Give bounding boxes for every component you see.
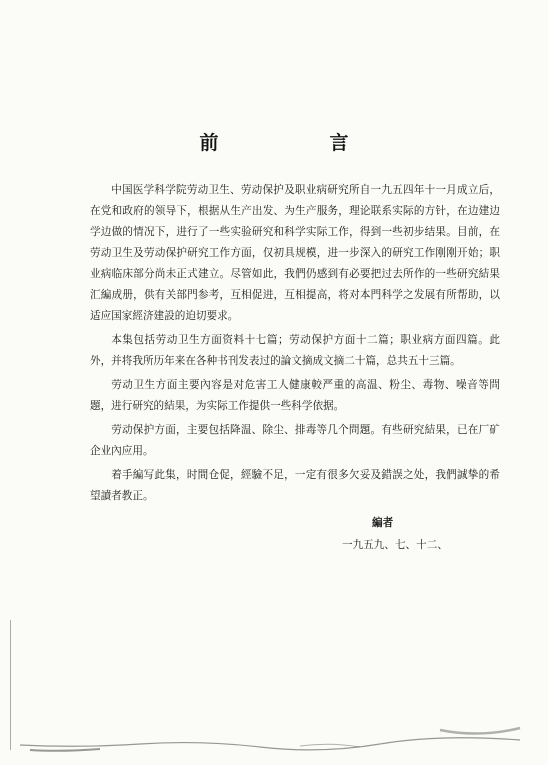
page-title: 前 言 xyxy=(199,132,395,154)
paragraph-2: 本集包括劳动卫生方面资料十七篇；劳动保护方面十二篇；职业病方面四篇。此外，并将我所历年来在各种书刊发表过的論文摘成文摘二十篇，总共五十三篇。 xyxy=(90,334,500,367)
preface-body xyxy=(90,180,500,510)
signature-author: 編者 xyxy=(372,517,394,529)
paragraph-3: 劳动卫生方面主要內容是对危害工人健康較严重的高温、粉尘、毒物、噪音等問題，进行研究的結果，为实际工作提供一些科学依据。 xyxy=(90,379,500,412)
scan-bottom-smudge xyxy=(0,700,548,765)
signature-date: 一九五九、七、十二、 xyxy=(342,539,448,551)
paragraph-1: 中国医学科学院劳动卫生、劳动保护及职业病研究所自一九五四年十一月成立后，在党和政府的领导下，根据从生产出发、为生产服务，理论联系实际的方针，在边建边学边做的情况下，进行了一些实验研究和科学实际工作，得到一些初步结果。目前，在劳动卫生及劳动保护研究工作方面，仅初具规模，进一步深入的研究工作刚刚开始；职业病临床部分尚未正式建立。尽管如此，我們仍感到有必要把过去所作的一些研究結果汇編成册，供有关部門参考，互相促进，互相提高，将对本門科学之发展有所帮助，以适应国家經济建設的迫切要求。 xyxy=(90,184,500,322)
paragraph-4: 劳动保护方面，主要包括降温、除尘、排毒等几个問題。有些研究結果，已在厂矿企业內应用。 xyxy=(90,424,500,457)
paragraph-5: 着手編写此集，时間仓促，經驗不足，一定有很多欠妥及錯誤之处，我們誠挚的希望讀者教正。 xyxy=(90,469,500,502)
